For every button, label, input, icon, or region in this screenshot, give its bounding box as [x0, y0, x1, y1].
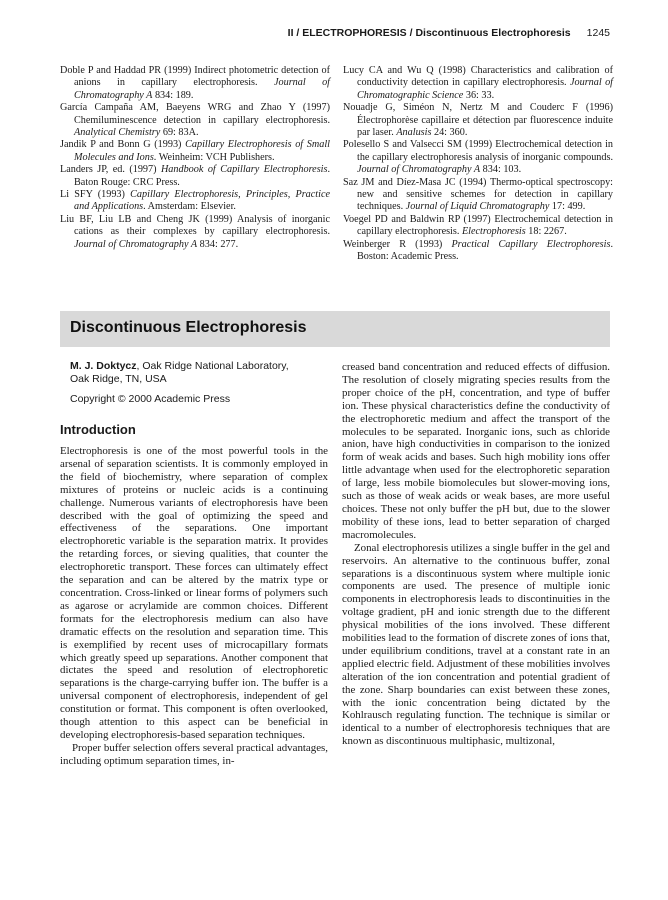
article-title-band [60, 311, 610, 347]
affiliation: , Oak Ridge National Laboratory, [136, 360, 289, 372]
reference-item: Weinberger R (1993) Practical Capillary Electrophoresis. Boston: Academic Press. [343, 238, 613, 263]
references-left-column [60, 65, 330, 251]
running-header [60, 27, 610, 45]
reference-item: García Campaña AM, Baeyens WRG and Zhao Y (1997) Chemiluminescence detection in capillary electrophoresis. Analytical Chemistry 69: 83A. [60, 102, 330, 139]
body-left-column [60, 445, 328, 768]
affiliation-location: Oak Ridge, TN, USA [70, 373, 167, 385]
running-header-text [288, 27, 610, 39]
reference-item: Landers JP, ed. (1997) Handbook of Capillary Electrophoresis. Baton Rouge: CRC Press. [60, 164, 330, 188]
author-line [70, 360, 340, 373]
author-name: M. J. Doktycz [70, 360, 137, 372]
reference-item: Lucy CA and Wu Q (1998) Characteristics and calibration of conductivity detection in capillary electrophoresis. Journal of Chromatographic Science 36: 33. [343, 65, 613, 101]
reference-item: Polesello S and Valsecci SM (1999) Electrochemical detection in the capillary electrophoresis analysis of inorganic compounds. Journal of Chromatography A 834: 103. [343, 139, 613, 176]
body-paragraph: Electrophoresis is one of the most powerful tools in the arsenal of separation scientists. It is commonly employed in the field of biochemistry, where separation of complex mixtures of proteins or nucleic acids is a continuing challenge. Numerous variants of electrophoresis have been described with the goal of optimizing the speed and effectiveness of the separations. One important electrophoretic variable is the separation matrix. It provides the retarding forces, or sieving qualities, that counter the electrophoretic transport. These forces can ultimately effect the separation and can be altered by the matrix type or concentration. Cross-linked or linear forms of polymers such as agarose or acrylamide are common choices. Different formats for the electrophoresis medium can also have dramatic effects on the resolution and separation time. This is exemplified by recent uses of microcapillary formats which greatly speed up separations. Another component that dictates the speed and resolution of electrophoretic separations is the charge-carrying buffer ion. The buffer is a universal component of electrophoresis, independent of gel constitution or format. This component is often overlooked, though attention to this aspect can be beneficial in developing electrophoresis-based separation techniques. [60, 445, 328, 741]
running-title: II / ELECTROPHORESIS / Discontinuous Electrophoresis [287, 27, 571, 39]
reference-item: Jandik P and Bonn G (1993) Capillary Electrophoresis of Small Molecules and Ions. Weinheim: VCH Publishers. [60, 139, 330, 163]
body-paragraph: Proper buffer selection offers several practical advantages, including optimum separation times, in- [60, 741, 328, 767]
reference-item: Nouadje G, Siméon N, Nertz M and Couderc F (1996) Électrophorèse capillaire et détection par fluorescence induite par laser. Analusis 24: 360. [343, 102, 613, 139]
body-right-column [342, 361, 610, 748]
article-title: Discontinuous Electrophoresis [70, 319, 307, 336]
copyright-notice: Copyright © 2000 Academic Press [70, 393, 231, 405]
reference-item: Saz JM and Díez-Masa JC (1994) Thermo-optical spectroscopy: new and sensitive schemes for detection in capillary techniques. Journal of Liquid Chromatography 17: 499. [343, 176, 613, 213]
section-heading: Introduction [60, 422, 136, 437]
reference-item: Li SFY (1993) Capillary Electrophoresis, Principles, Practice and Applications. Amsterdam: Elsevier. [60, 189, 330, 213]
references-right-column [343, 65, 613, 264]
body-paragraph: Zonal electrophoresis utilizes a single buffer in the gel and reservoirs. An alternative to the continuous buffer, zonal separations is a discontinuous system where multiple ionic components are used. The presence of multiple ionic components in electrophoresis leads to discontinuities in the voltage gradient, pH and ionic strength due to the different physical mobilities of the ions involved. These different mobilities lead to the formation of discrete zones of ions that, under equilibrium conditions, travel at a constant rate in an applied electric field. Adjustment of these mobilities involves alteration of the ion concentration and potential gradient of the zone. Sharp boundaries can exist between these zones, with the ionic concentration being dictated by the Kohlrausch regulating function. The technique is similar or identical to a number of electrophoresis techniques that are known as discontinuous multiphasic, multizonal, [342, 541, 610, 748]
reference-item: Liu BF, Liu LB and Cheng JK (1999) Analysis of inorganic cations as their complexes by capillary electrophoresis. Journal of Chromatography A 834: 277. [60, 213, 330, 250]
body-paragraph: creased band concentration and reduced effects of diffusion. The resolution of closely migrating species results from the proper choice of the pH, concentration, and type of buffer ion. These physical characteristics define the conductivity of the electrophoretic medium and affect the transport of the molecules to be separated. Inorganic ions, such as chloride anion, have high conductivities in comparison to the ionized form of weak acids and bases. Such high mobility ions offer little advantage when used for the electrophoretic separation of large, less mobile biomolecules but slower-moving ions, such as those of weak acids or weak bases, are more useful choices. These not only buffer the pH but, due to the slower mobility of these ions, lead to better separation of charged macromolecules. [342, 361, 610, 541]
reference-item: Doble P and Haddad PR (1999) Indirect photometric detection of anions in capillary electrophoresis. Journal of Chromatography A 834: 189. [60, 65, 331, 101]
page-number: 1245 [586, 27, 610, 39]
reference-item: Voegel PD and Baldwin RP (1997) Electrochemical detection in capillary electrophoresis. Electrophoresis 18: 2267. [343, 213, 613, 238]
author-block [70, 360, 340, 386]
